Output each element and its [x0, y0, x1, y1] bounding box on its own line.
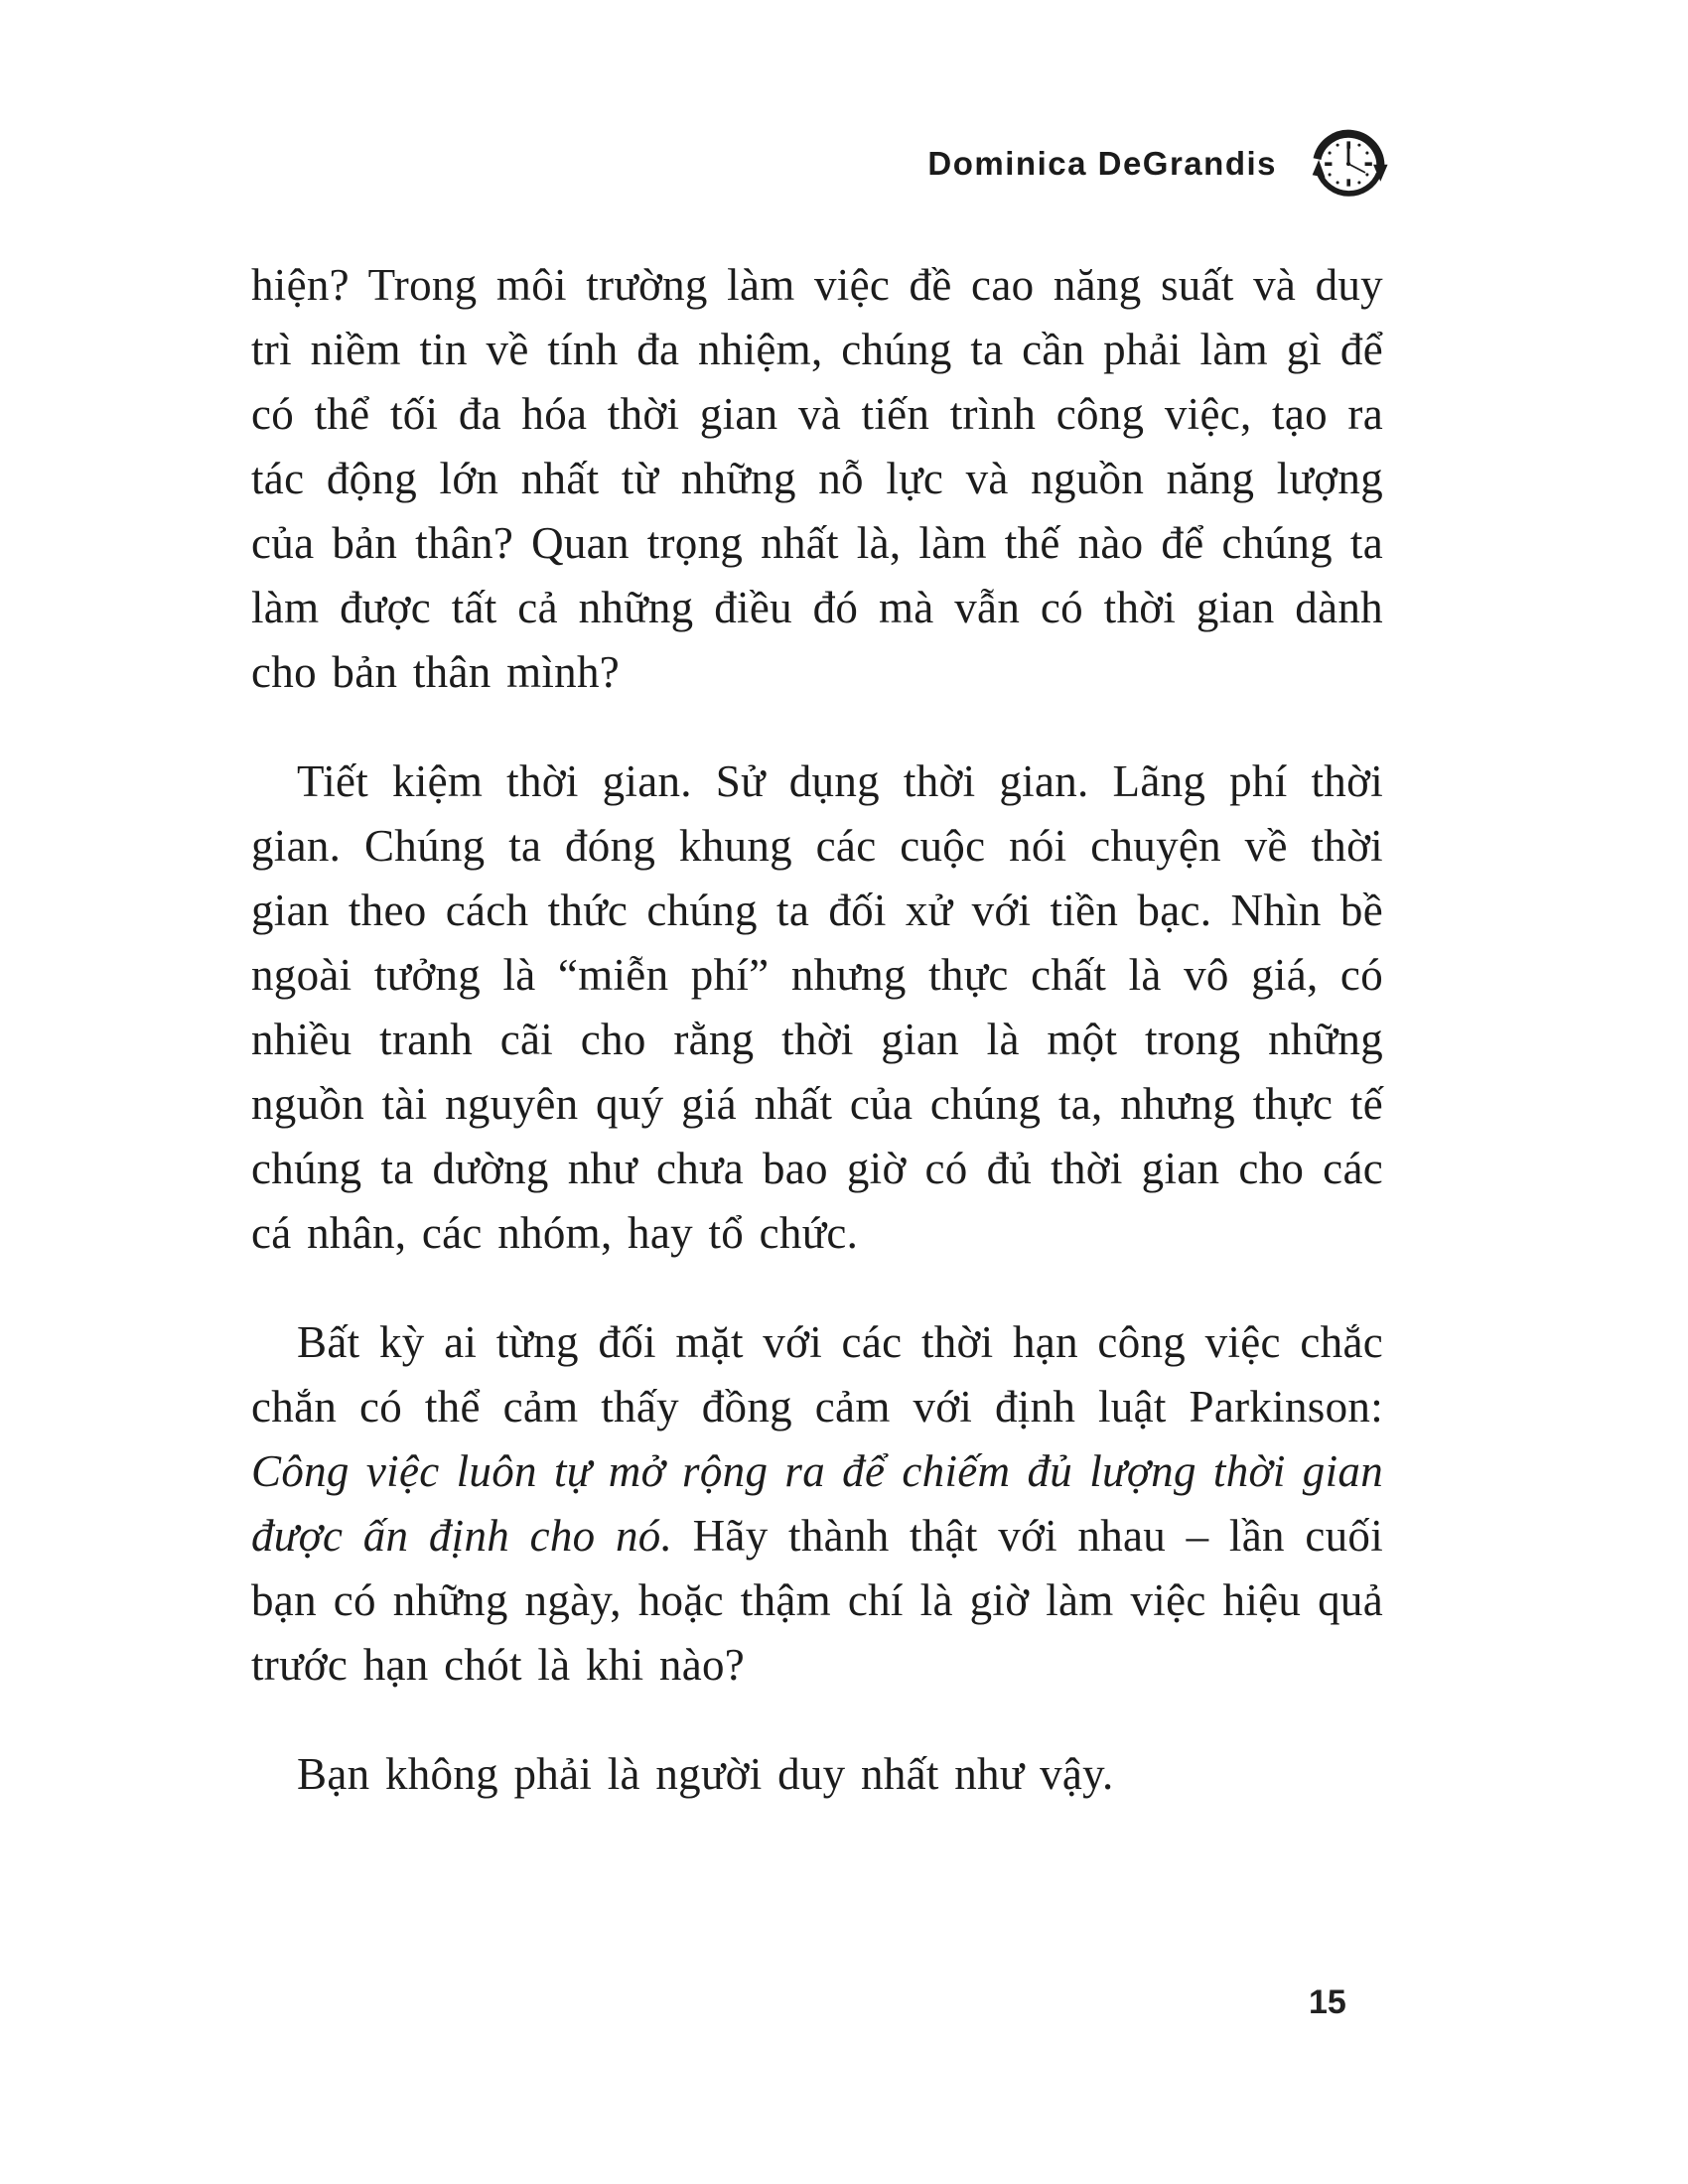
page-number: 15	[1309, 1983, 1346, 2021]
text-run: hiện? Trong môi trường làm việc đề cao năng suất và duy trì niềm tin về tính đa nhiệm, chúng ta cần phải làm gì để có thể tối đa hóa thời gian và tiến trình công việc, tạo ra tác động lớn nhất từ những nỗ lực và nguồn năng lượng của bản thân? Quan trọng nhất là, làm thế nào để chúng ta làm được tất cả những điều đó mà vẫn có thời gian dành cho bản thân mình?	[251, 260, 1383, 697]
paragraph	[251, 750, 1383, 1266]
paragraph	[251, 1310, 1383, 1698]
paragraph	[251, 1742, 1383, 1807]
body-text	[251, 253, 1383, 1851]
text-run: Hãy thành thật với nhau – lần cuối bạn có những ngày, hoặc thậm chí là giờ làm việc hiệu quả trước hạn chót là khi nào?	[251, 1511, 1383, 1690]
paragraph	[251, 253, 1383, 705]
text-run: Bạn không phải là người duy nhất như vậy.	[297, 1749, 1114, 1799]
author-name: Dominica DeGrandis	[927, 145, 1277, 182]
text-run: Bất kỳ ai từng đối mặt với các thời hạn công việc chắc chắn có thể cảm thấy đồng cảm với định luật Parkinson:	[251, 1317, 1383, 1432]
page-header	[927, 123, 1390, 205]
italic-text-run: Công việc luôn tự mở rộng ra để chiếm đủ lượng thời gian được ấn định cho nó.	[251, 1446, 1383, 1561]
clock-icon	[1307, 123, 1390, 205]
text-run: Tiết kiệm thời gian. Sử dụng thời gian. Lãng phí thời gian. Chúng ta đóng khung các cuộc nói chuyện về thời gian theo cách thức chúng ta đối xử với tiền bạc. Nhìn bề ngoài tưởng là “miễn phí” nhưng thực chất là vô giá, có nhiều tranh cãi cho rằng thời gian là một trong những nguồn tài nguyên quý giá nhất của chúng ta, nhưng thực tế chúng ta dường như chưa bao giờ có đủ thời gian cho các cá nhân, các nhóm, hay tổ chức.	[251, 756, 1383, 1258]
